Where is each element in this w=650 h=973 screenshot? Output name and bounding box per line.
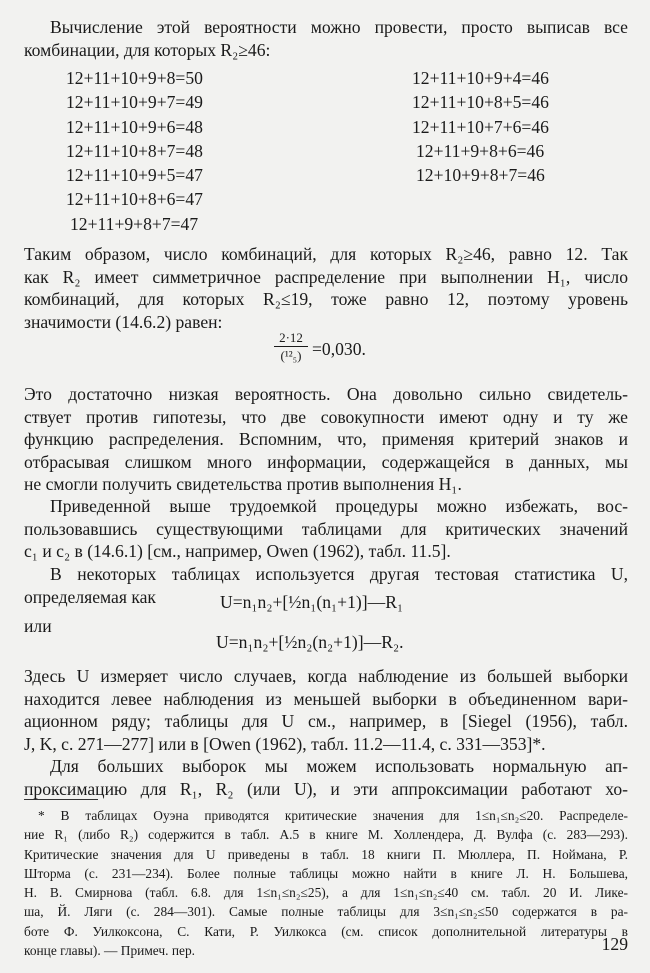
footnote-line: Критические значения для U приведены в табл. 18 книги П. Мюллера, П. Ноймана, Р. bbox=[24, 846, 628, 862]
footnote-line: ша, Й. Ляги (с. 284—301). Самые полные таблицы для 3≤n₁≤n₂≤50 содержатся в ра- bbox=[24, 904, 628, 920]
text-line: Вычисление этой вероятности можно провести, просто выписав все bbox=[50, 17, 628, 37]
footnote-line: боте Ф. Уилкоксона, С. Кати, Р. Уилкокса (см. список дополнительной литературы в bbox=[24, 923, 628, 939]
text-line: Для больших выборок мы можем использовать нормальную ап- bbox=[50, 756, 628, 776]
combination: 12+11+9+8+7=47 bbox=[70, 213, 199, 234]
text-line: J, K, с. 271—277] или в [Owen (1962), табл. 11.2—11.4, с. 331—353]*. bbox=[24, 733, 546, 754]
text-line: c₁ и c₂ в (14.6.1) [см., например, Owen (1962), табл. 11.5]. bbox=[24, 541, 451, 561]
text-line: ствует против гипотезы, что две совокупности имеют одну и ту же bbox=[24, 406, 628, 427]
large-samples-paragraph bbox=[24, 755, 628, 800]
formula-u2: U=n₁n₂+[½n₂(n₂+1)]—R₂. bbox=[216, 632, 404, 652]
combinations-right-column bbox=[412, 66, 549, 187]
combinations-left-column bbox=[66, 66, 203, 236]
text-line: как R₂ имеет симметричное распределение при выполнении H₁, число bbox=[24, 266, 628, 287]
combination: 12+11+10+8+5=46 bbox=[412, 92, 549, 113]
footnote-line: * В таблицах Оуэна приводятся критические значения для 1≤n₁≤n₂≤20. Распределе- bbox=[38, 808, 628, 823]
combination: 12+11+10+7+6=46 bbox=[412, 116, 549, 137]
result-paragraph bbox=[24, 243, 628, 333]
text-line: Приведенной выше трудоемкой процедуры можно избежать, вос- bbox=[50, 496, 628, 516]
formula-u1: U=n₁n₂+[½n₁(n₁+1)]—R₁ bbox=[220, 592, 404, 612]
intro-paragraph bbox=[24, 16, 628, 61]
text-line: комбинации, для которых R₂≥46: bbox=[24, 39, 271, 60]
text-line: Таким образом, число комбинаций, для которых R₂≥46, равно 12. Так bbox=[24, 244, 628, 264]
significance-fraction bbox=[274, 330, 308, 363]
combination: 12+11+10+9+8=50 bbox=[66, 68, 203, 88]
tables-paragraph bbox=[24, 495, 628, 563]
combination: 12+11+10+9+5=47 bbox=[66, 165, 203, 186]
footnote-line: ние R₁ (либо R₂) содержится в табл. А.5 в книге М. Холлендера, Д. Вулфа (с. 283—293). bbox=[24, 827, 628, 843]
combination: 12+11+10+8+6=47 bbox=[66, 189, 203, 210]
text-line: пользовавшись существующими таблицами для критических значений bbox=[24, 518, 628, 539]
footnote-divider bbox=[24, 799, 98, 800]
or-word: или bbox=[24, 616, 52, 636]
text-line: находится левее наблюдения из меньшей выборки в объединенном вари- bbox=[24, 688, 628, 709]
footnote-line: Н. В. Смирнова (табл. 6.8. для 1≤n₁≤n₂≤25), а для 1≤n₁≤n₂≤40 см. табл. 20 И. Лике- bbox=[24, 885, 628, 901]
text-line: ационном ряду; таблицы для U см., например, в [Siegel (1956), табл. bbox=[24, 711, 628, 731]
combination: 12+11+10+8+7=48 bbox=[66, 140, 203, 161]
footnote-line: Шторма (с. 231—234). Более полные таблицы можно найти в книге Л. Н. Большева, bbox=[24, 865, 628, 881]
combination: 12+11+10+9+7=49 bbox=[66, 92, 203, 113]
text-line: Здесь U измеряет число случаев, когда наблюдение из большей выборки bbox=[24, 666, 628, 686]
fraction-numerator: 2·12 bbox=[279, 330, 303, 345]
text-line: определяемая как bbox=[24, 586, 156, 607]
significance-result: =0,030. bbox=[312, 339, 366, 359]
text-line: значимости (14.6.2) равен: bbox=[24, 311, 223, 332]
low-probability-paragraph bbox=[24, 383, 628, 496]
text-line: проксимацию для R₁, R₂ (или U), и эти аппроксимации работают хо- bbox=[24, 778, 628, 799]
combination: 12+11+10+9+4=46 bbox=[412, 68, 549, 88]
combination: 12+11+10+9+6=48 bbox=[66, 116, 203, 137]
fraction-denominator: (¹²₅) bbox=[280, 348, 302, 363]
text-line: комбинаций, для которых R₂≤19, тоже равно 12, поэтому уровень bbox=[24, 289, 628, 309]
text-line: отбрасывая слишком много информации, содержащейся в данных, мы bbox=[24, 451, 628, 472]
text-line: не смогли получить свидетельства против выполнения H₁. bbox=[24, 474, 462, 494]
text-line: Это достаточно низкая вероятность. Она довольно сильно свидетель- bbox=[24, 384, 628, 404]
footnote-line: конце главы). — Примеч. пер. bbox=[24, 943, 195, 959]
text-line: функцию распределения. Вспомним, что, применяя критерий знаков и bbox=[24, 429, 628, 449]
combination: 12+11+9+8+6=46 bbox=[416, 140, 545, 161]
page-number: 129 bbox=[601, 934, 628, 954]
fraction-bar bbox=[274, 346, 308, 347]
u-meaning-paragraph bbox=[24, 665, 628, 755]
footnote bbox=[24, 806, 628, 960]
combination: 12+10+9+8+7=46 bbox=[416, 165, 545, 186]
text-line: В некоторых таблицах используется другая тестовая статистика U, bbox=[50, 564, 628, 584]
